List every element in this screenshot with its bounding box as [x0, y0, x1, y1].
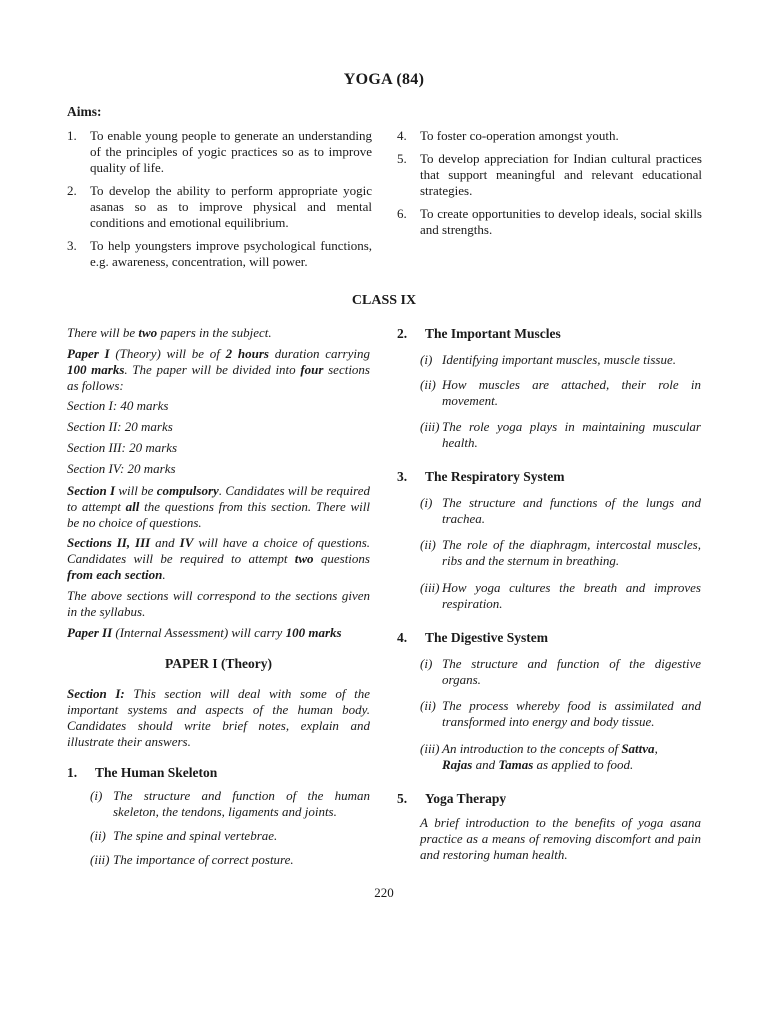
list-item: (iii) The role yoga plays in maintaining muscular health. — [420, 419, 701, 450]
list-item: (i) The structure and functions of the lungs and trachea. — [420, 495, 701, 526]
aim-item: 6. To create opportunities to develop ideals, social skills and strengths. — [397, 206, 702, 237]
aim-text: To foster co-operation amongst youth. — [420, 128, 619, 143]
paragraph: There will be two papers in the subject. — [67, 325, 272, 340]
list-item: (iii) The importance of correct posture. — [90, 852, 294, 867]
aim-text: To develop appreciation for Indian cultural practices that support meaningful and relevant educational strategies. — [420, 151, 702, 198]
aim-text: To develop the ability to perform appropriate yogic asanas so as to improve physical and mental conditions and emotional equilibrium. — [90, 183, 372, 230]
section-heading: 2. The Important Muscles — [397, 326, 561, 341]
list-item: (ii) The spine and spinal vertebrae. — [90, 828, 278, 843]
paragraph: The above sections will correspond to the sections given in the syllabus. — [67, 588, 370, 619]
list-item: (i) Identifying important muscles, muscle tissue. — [420, 352, 676, 367]
page-title: YOGA (84) — [343, 71, 425, 88]
paragraph: Paper II (Internal Assessment) will carry 100 marks — [67, 625, 342, 640]
section-heading: 3. The Respiratory System — [397, 469, 565, 484]
aim-item: 5. To develop appreciation for Indian cultural practices that support meaningful and relevant educational strategies. — [397, 151, 702, 198]
aim-text: To enable young people to generate an understanding of the principles of yogic practices so as to improve quality of life. — [90, 128, 372, 175]
aim-item: 3. To help youngsters improve psychological functions, e.g. awareness, concentration, will power. — [67, 238, 372, 269]
page-number: 220 — [374, 885, 394, 900]
list-item: (ii) How muscles are attached, their role in movement. — [420, 377, 701, 408]
aim-text: To help youngsters improve psychological functions, e.g. awareness, concentration, will power. — [90, 238, 372, 269]
aim-text: To create opportunities to develop ideals, social skills and strengths. — [420, 206, 702, 237]
section-heading: 1. The Human Skeleton — [67, 765, 218, 780]
class-heading: CLASS IX — [351, 293, 417, 308]
list-item: (ii) The role of the diaphragm, intercostal muscles, ribs and the sternum in breathing. — [420, 537, 701, 568]
list-item: (i) The structure and function of the digestive organs. — [420, 656, 701, 687]
aim-item: 2. To develop the ability to perform appropriate yogic asanas so as to improve physical and mental conditions and emotional equilibrium. — [67, 183, 372, 230]
list-item: (i) The structure and function of the human skeleton, the tendons, ligaments and joints. — [90, 788, 370, 819]
paragraph: Section I will be compulsory. Candidates will be required to attempt all the questions from this section. There will be no choice of questions. — [67, 483, 371, 530]
aims-heading: Aims: — [67, 104, 102, 119]
paper-heading: PAPER I (Theory) — [165, 656, 272, 671]
list-item: (iii) An introduction to the concepts of Sattva, Rajas and Tamas as applied to food. — [420, 741, 658, 772]
aim-item: 1. To enable young people to generate an understanding of the principles of yogic practices so as to improve quality of life. — [67, 128, 372, 175]
list-item: (iii) How yoga cultures the breath and improves respiration. — [420, 580, 701, 611]
marks-line: Section III: 20 marks — [67, 440, 178, 455]
marks-line: Section II: 20 marks — [67, 419, 173, 434]
paragraph: Section I: This section will deal with some of the important systems and aspects of the human body. Candidates should write brief notes, explain and illustrate their answers. — [67, 686, 370, 749]
marks-line: Section I: 40 marks — [67, 398, 169, 413]
paragraph: A brief introduction to the benefits of yoga asana practice as a means of removing discomfort and pain and restoring human health. — [420, 815, 701, 862]
section-heading: 4. The Digestive System — [397, 630, 548, 645]
marks-line: Section IV: 20 marks — [67, 461, 176, 476]
aim-item: 4. To foster co-operation amongst youth. — [397, 128, 702, 144]
section-heading: 5. Yoga Therapy — [397, 791, 507, 806]
paragraph: Paper I (Theory) will be of 2 hours duration carrying 100 marks. The paper will be divided into four sections as follows: — [67, 346, 370, 393]
list-item: (ii) The process whereby food is assimilated and transformed into energy and body tissue. — [420, 698, 701, 729]
paragraph: Sections II, III and IV will have a choice of questions. Candidates will be required to attempt two questions from each section. — [67, 535, 371, 582]
